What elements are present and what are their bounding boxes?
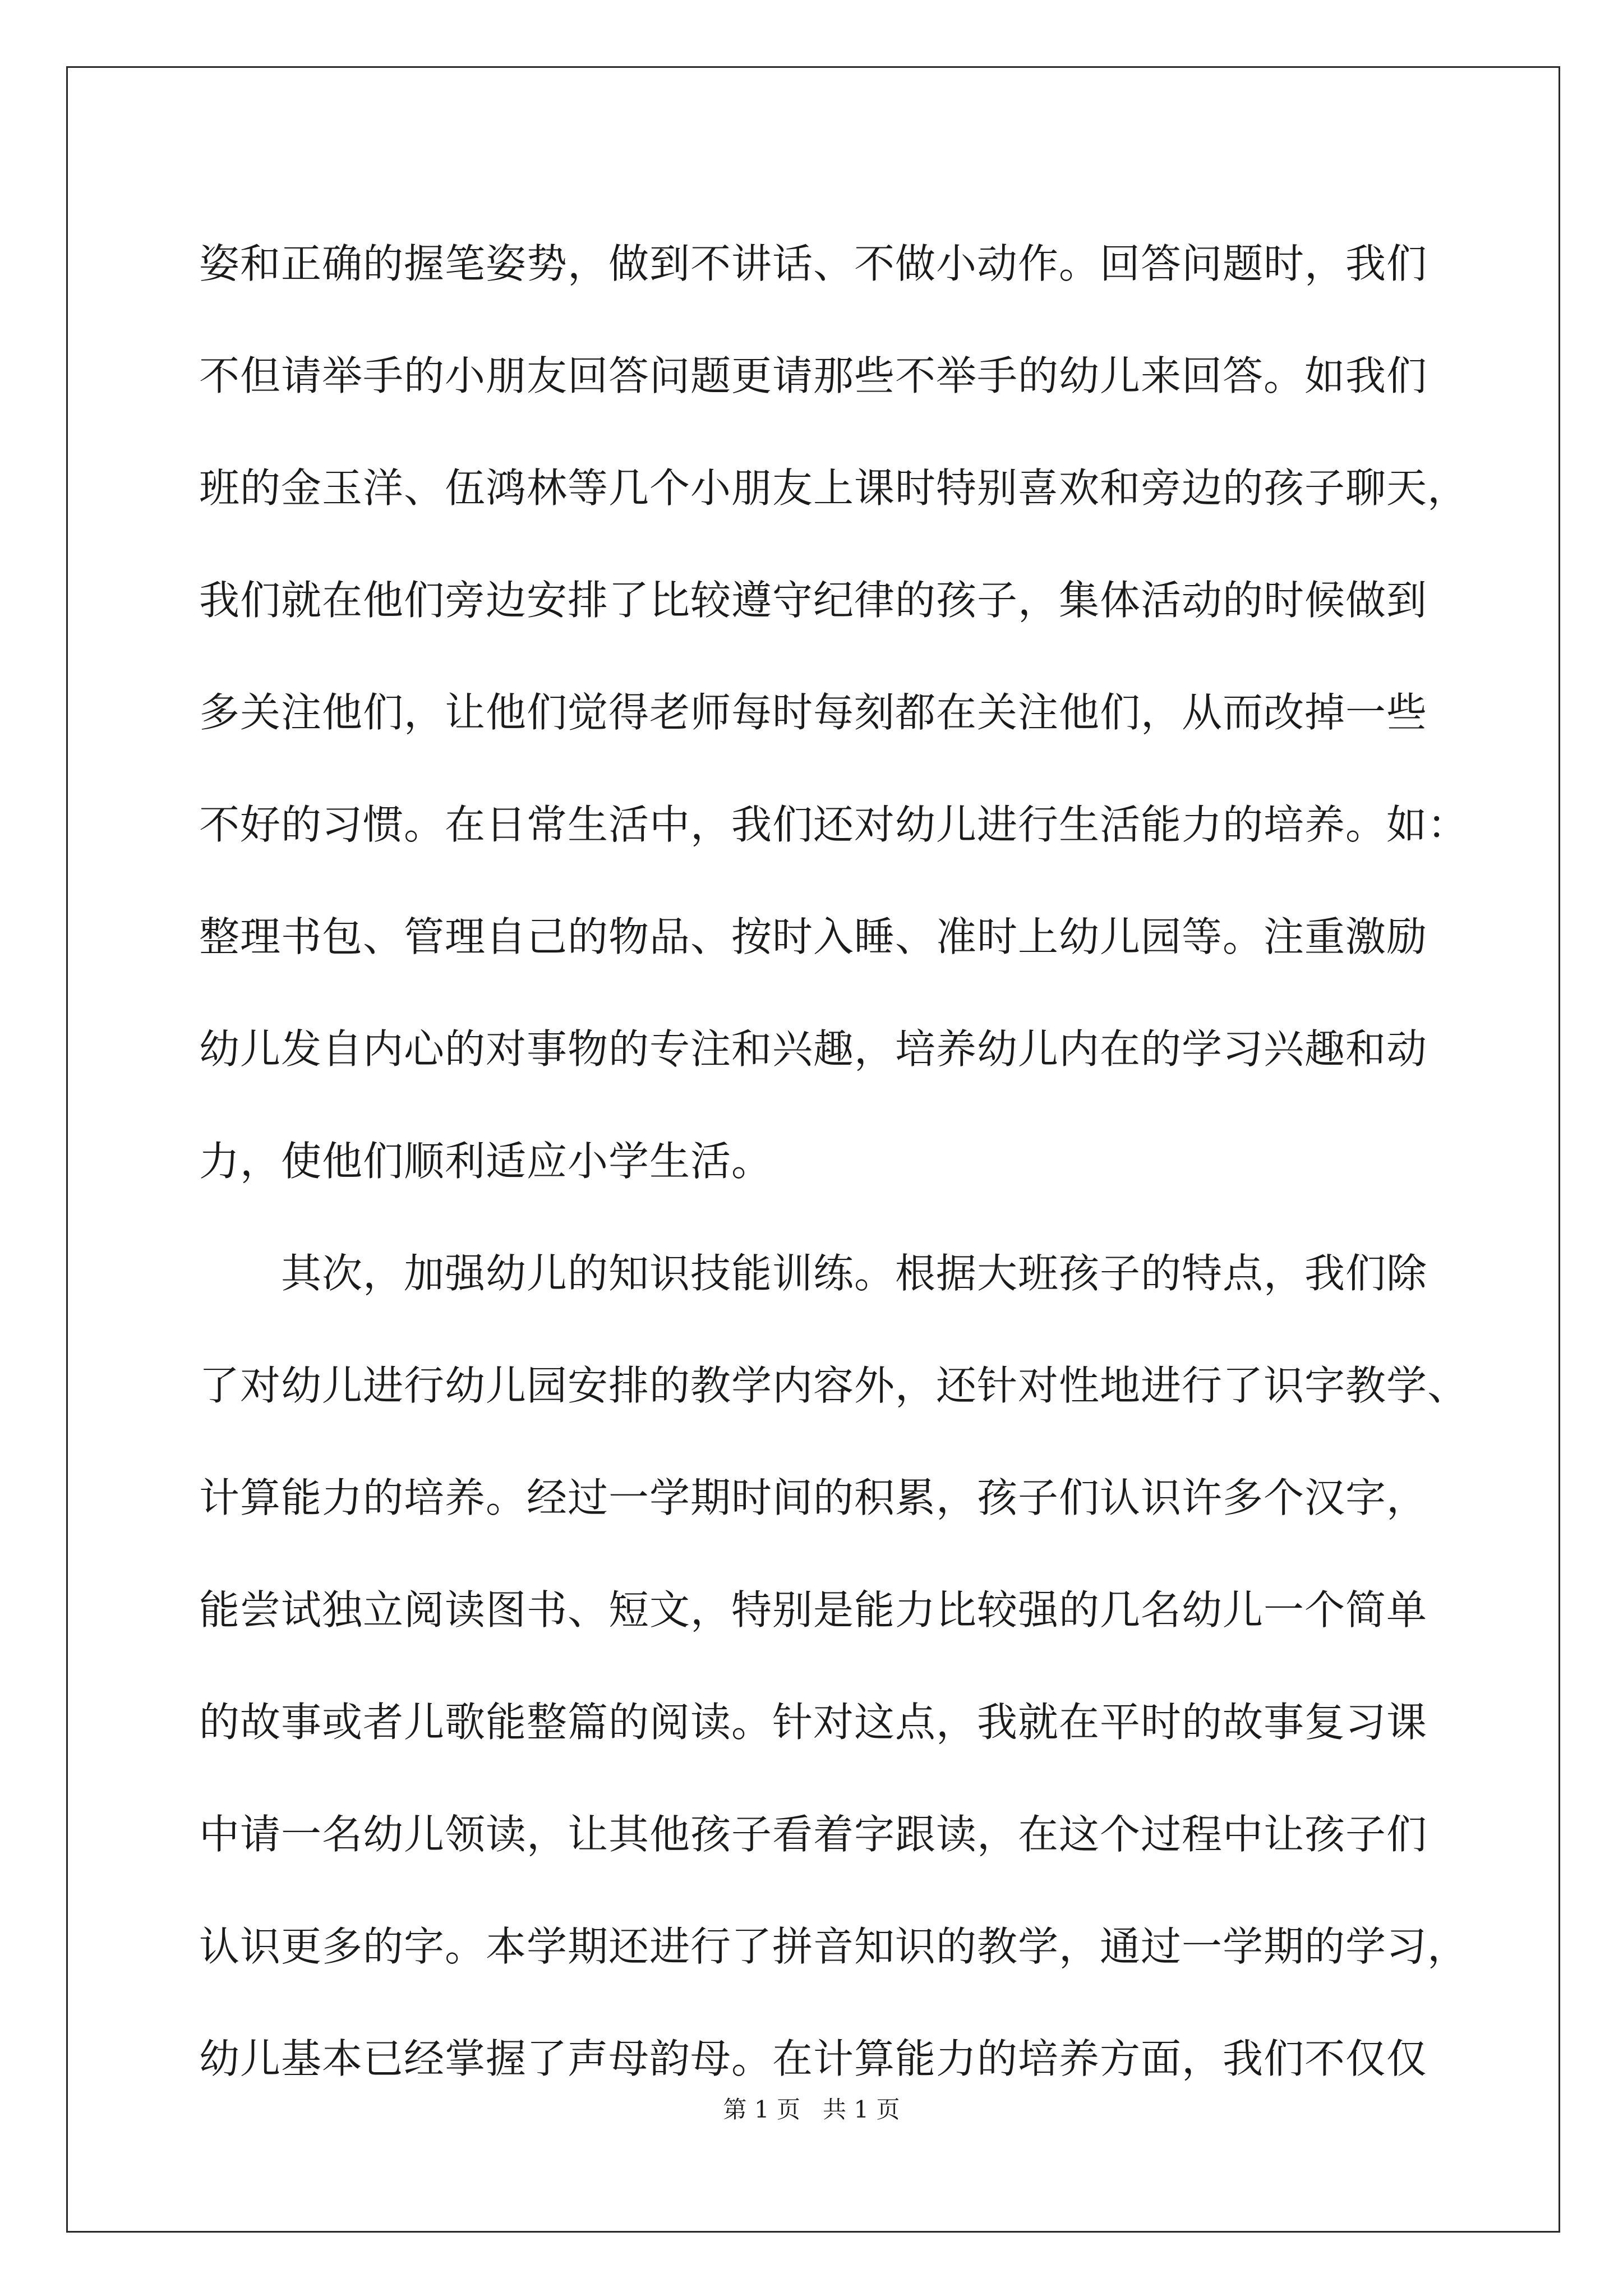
text-line: 班的金玉洋、伍鸿林等几个小朋友上课时特别喜欢和旁边的孩子聊天， — [199, 464, 1469, 512]
text-line: 的故事或者儿歌能整篇的阅读。针对这点，我就在平时的故事复习课 — [199, 1699, 1428, 1746]
page-number-footer: 第 1 页 共 1 页 — [723, 2096, 900, 2123]
paragraph-start-line: 其次，加强幼儿的知识技能训练。根据大班孩子的特点，我们除 — [281, 1250, 1428, 1297]
text-line: 中请一名幼儿领读，让其他孩子看着字跟读，在这个过程中让孩子们 — [199, 1811, 1428, 1858]
text-line: 了对幼儿进行幼儿园安排的教学内容外，还针对性地进行了识字教学、 — [199, 1362, 1469, 1409]
document-body — [199, 208, 1469, 2115]
text-line: 不好的习惯。在日常生活中，我们还对幼儿进行生活能力的培养。如： — [199, 801, 1469, 848]
text-line: 认识更多的字。本学期还进行了拼音知识的教学，通过一学期的学习， — [199, 1923, 1469, 1970]
text-line: 不但请举手的小朋友回答问题更请那些不举手的幼儿来回答。如我们 — [199, 352, 1428, 399]
text-line: 整理书包、管理自己的物品、按时入睡、准时上幼儿园等。注重激励 — [199, 913, 1428, 960]
text-line: 我们就在他们旁边安排了比较遵守纪律的孩子，集体活动的时候做到 — [199, 577, 1428, 624]
text-line: 能尝试独立阅读图书、短文，特别是能力比较强的几名幼儿一个简单 — [199, 1586, 1428, 1634]
text-line: 计算能力的培养。经过一学期时间的积累，孩子们认识许多个汉字， — [199, 1474, 1428, 1521]
text-line: 幼儿基本已经掌握了声母韵母。在计算能力的培养方面，我们不仅仅 — [199, 2035, 1428, 2082]
text-line: 姿和正确的握笔姿势，做到不讲话、不做小动作。回答问题时，我们 — [199, 240, 1428, 287]
text-line: 多关注他们，让他们觉得老师每时每刻都在关注他们，从而改掉一些 — [199, 689, 1428, 736]
text-line: 幼儿发自内心的对事物的专注和兴趣，培养幼儿内在的学习兴趣和动 — [199, 1025, 1428, 1073]
text-line: 力，使他们顺利适应小学生活。 — [199, 1138, 773, 1185]
